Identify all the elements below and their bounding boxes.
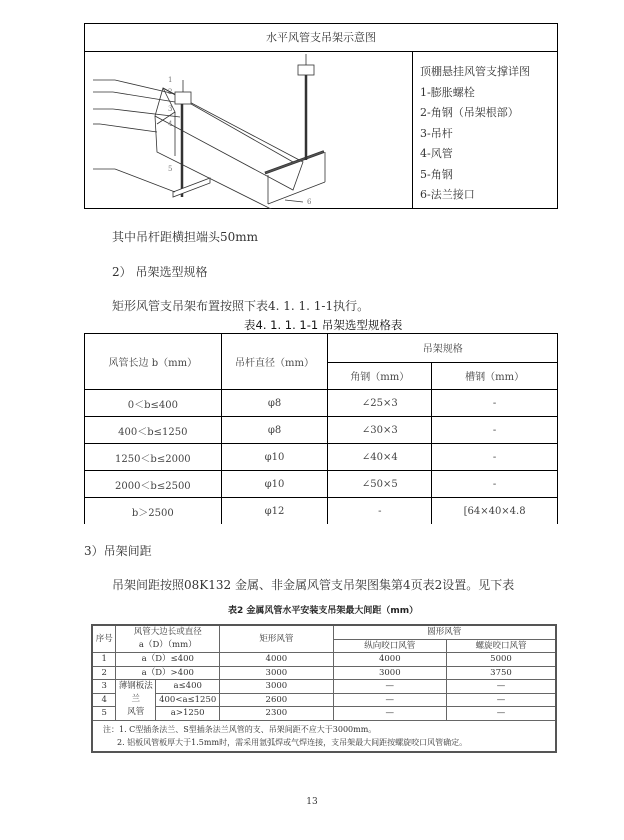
- cell: 4000: [333, 653, 446, 667]
- cell: 2: [92, 666, 116, 680]
- cell: 3000: [333, 666, 446, 680]
- cell: 5000: [447, 653, 557, 667]
- cell: 4: [92, 693, 116, 707]
- table-row: [92, 707, 556, 721]
- cell: —: [447, 693, 557, 707]
- cell: —: [447, 707, 557, 721]
- cell: φ8: [221, 390, 328, 417]
- hanger-spec-table: [84, 333, 558, 524]
- cell: 3: [92, 680, 116, 694]
- cell: 0＜b≤400: [85, 390, 222, 417]
- cell: 3000: [220, 666, 333, 680]
- table-row: [92, 653, 556, 667]
- note-1: 注：1. C型插条法兰、S型插条法兰风管的支、吊架间距不应大于3000mm。: [103, 724, 377, 734]
- duct-diagram-svg: [85, 52, 412, 209]
- cell: φ10: [221, 471, 328, 498]
- cell: —: [447, 680, 557, 694]
- group-label-line1: 薄钢板法兰: [118, 681, 153, 705]
- cell: a（D）>400: [116, 666, 220, 680]
- cell: -: [432, 390, 558, 417]
- cell: -: [432, 417, 558, 444]
- cell: -: [328, 498, 432, 525]
- cell: ∠40×4: [328, 444, 432, 471]
- legend-title: 顶棚悬挂风管支撑详图: [420, 65, 530, 78]
- cell: -: [432, 471, 558, 498]
- header-no: 序号: [92, 625, 116, 653]
- table-row: [92, 666, 556, 680]
- page-number: 13: [306, 797, 318, 807]
- cell: a（D）≤400: [116, 653, 220, 667]
- table-row: [92, 693, 556, 707]
- table2-caption: 表2 金属风管水平安装支吊架最大间距（mm）: [228, 606, 419, 616]
- section-2-body: 矩形风管支吊架布置按照下表4. 1. 1. 1-1执行。: [112, 299, 370, 313]
- cell: —: [333, 693, 446, 707]
- header-angle-steel: 角钢（mm）: [328, 362, 432, 390]
- table-row: [85, 471, 558, 498]
- table-notes: [92, 720, 556, 752]
- header-size-line1: 风管大边长或直径: [133, 627, 202, 637]
- cell: 3750: [447, 666, 557, 680]
- callout-1: 1: [168, 76, 173, 84]
- cell: 4000: [220, 653, 333, 667]
- cell: ∠25×3: [328, 390, 432, 417]
- cell: [64×40×4.8: [432, 498, 558, 525]
- legend-item: 2-角钢（吊架根部）: [420, 106, 519, 119]
- header-hanger-spec: 吊架规格: [328, 334, 558, 363]
- header-channel-steel: 槽钢（mm）: [432, 362, 558, 390]
- legend-item: 4-风管: [420, 147, 453, 160]
- cell: 2600: [220, 693, 333, 707]
- header-longitudinal-seam: 纵向咬口风管: [333, 639, 446, 653]
- header-spiral-seam: 螺旋咬口风管: [447, 639, 557, 653]
- callout-3: 3: [168, 105, 173, 113]
- cell: b＞2500: [85, 498, 222, 525]
- legend-item: 6-法兰接口: [420, 188, 475, 201]
- header-rod-diameter: 吊杆直径（mm）: [221, 334, 328, 390]
- table1-caption: 表4. 1. 1. 1-1 吊架选型规格表: [244, 318, 403, 332]
- header-rect-duct: 矩形风管: [220, 625, 333, 653]
- cell: 400<a≤1250: [156, 693, 220, 707]
- callout-6: 6: [307, 198, 312, 206]
- note-2: 2. 铝板风管板厚大于1.5mm时，需采用氩弧焊或气焊连接，支吊架最大间距按螺旋咬口风管确定。: [117, 737, 468, 747]
- cell: —: [333, 680, 446, 694]
- table-row: [92, 680, 556, 694]
- cell: a>1250: [156, 707, 220, 721]
- group-label: [116, 680, 156, 721]
- cell: 5: [92, 707, 116, 721]
- cell: φ12: [221, 498, 328, 525]
- cell: ∠50×5: [328, 471, 432, 498]
- cell: 2000＜b≤2500: [85, 471, 222, 498]
- table-row: [85, 444, 558, 471]
- diagram-legend: [420, 62, 530, 206]
- rod-note: 其中吊杆距横担端头50mm: [112, 230, 259, 244]
- cell: -: [432, 444, 558, 471]
- cell: ∠30×3: [328, 417, 432, 444]
- table-row: [85, 390, 558, 417]
- cell: a≤400: [156, 680, 220, 694]
- group-label-line2: 风管: [127, 707, 145, 718]
- header-size: [116, 625, 220, 653]
- header-round-duct: 圆形风管: [333, 625, 556, 639]
- section-3-body: 吊架间距按照08K132 金属、非金属风管支吊架图集第4页表2设置。见下表: [112, 578, 515, 592]
- cell: 3000: [220, 680, 333, 694]
- cell: 2300: [220, 707, 333, 721]
- duct-hanger-diagram: [85, 52, 413, 208]
- callout-2: 2: [168, 88, 173, 96]
- legend-item: 1-膨胀螺栓: [420, 85, 475, 99]
- cell: —: [333, 707, 446, 721]
- legend-item: 5-角钢: [420, 167, 453, 181]
- callout-4: 4: [168, 120, 173, 128]
- figure-title: 水平风管支吊架示意图: [85, 24, 557, 52]
- cell: 1250＜b≤2000: [85, 444, 222, 471]
- legend-item: 3-吊杆: [420, 126, 453, 140]
- cell: φ8: [221, 417, 328, 444]
- cell: φ10: [221, 444, 328, 471]
- callout-5: 5: [168, 165, 173, 173]
- table-row: [85, 417, 558, 444]
- figure-table: [84, 23, 558, 209]
- max-spacing-table: [91, 624, 557, 753]
- table-row: [85, 498, 558, 525]
- header-duct-long-side: 风管长边 b（mm）: [85, 334, 222, 390]
- cell: 400＜b≤1250: [85, 417, 222, 444]
- section-2-heading: 2） 吊架选型规格: [112, 265, 208, 279]
- header-size-line2: a（D）（mm）: [138, 640, 197, 650]
- cell: 1: [92, 653, 116, 667]
- section-3-heading: 3）吊架间距: [84, 544, 152, 558]
